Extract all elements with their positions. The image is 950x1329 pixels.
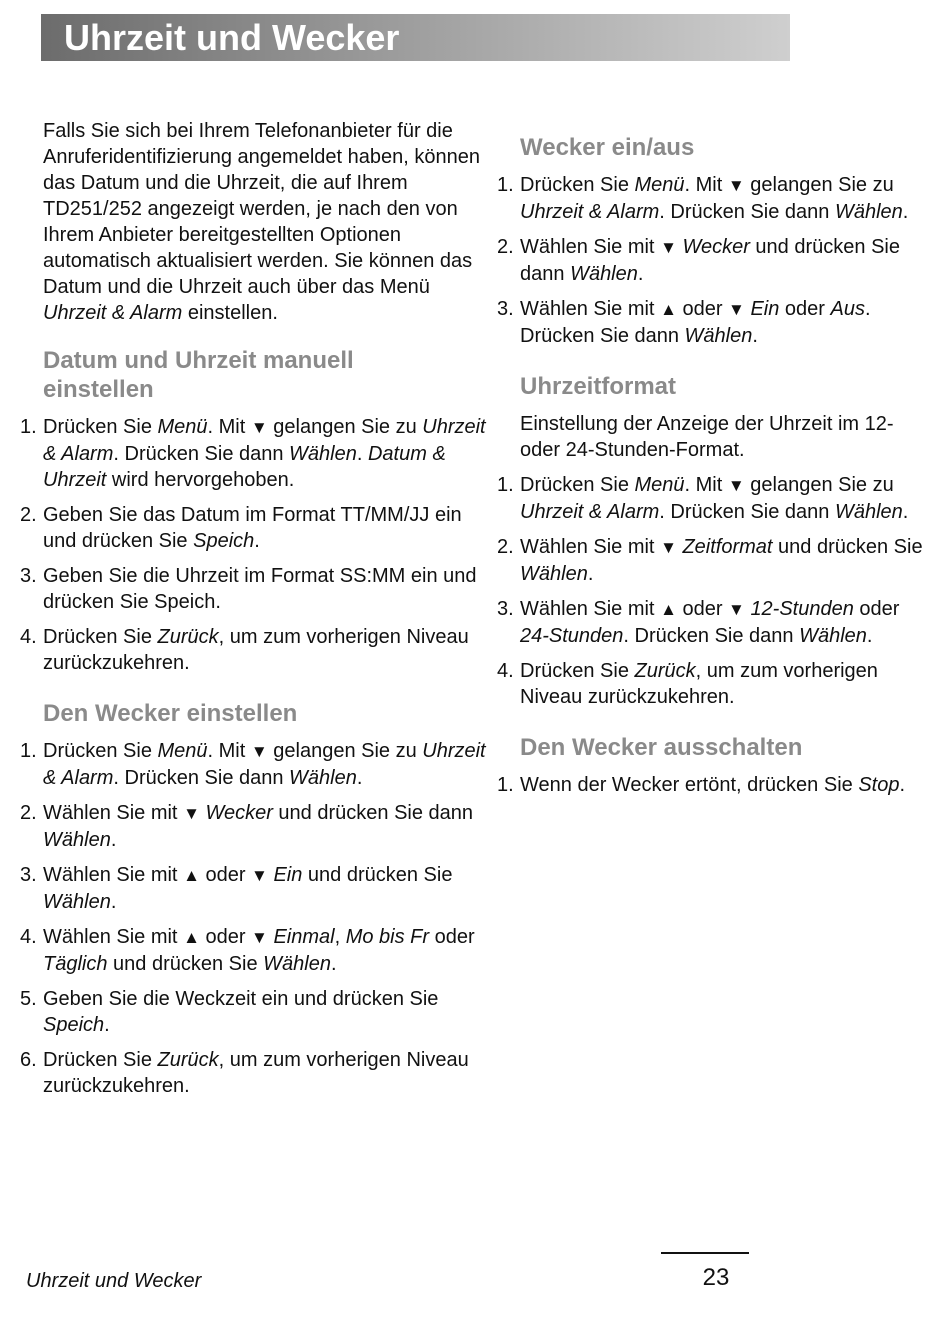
step-item xyxy=(20,800,492,853)
right-column xyxy=(497,133,927,807)
text-run: und drücken Sie xyxy=(107,953,264,975)
arrow-down-icon: ▼ xyxy=(250,418,268,437)
step-number: 1. xyxy=(20,740,37,762)
step-item xyxy=(497,658,927,710)
text-run: . xyxy=(902,501,909,523)
emphasis-text: Wecker xyxy=(682,236,750,258)
emphasis-text: 12-Stunden xyxy=(750,598,854,620)
text-run: . xyxy=(752,325,758,347)
section-title-time-format: Uhrzeitformat xyxy=(520,373,677,400)
emphasis-text: Ein xyxy=(750,298,780,320)
arrow-down-icon: ▼ xyxy=(250,742,268,761)
text-run: . xyxy=(104,1014,110,1036)
text-run: Geben Sie die Uhrzeit im Format SS:MM ein und drücken Sie Speich. xyxy=(43,565,477,613)
text-run: . Mit xyxy=(684,474,728,496)
step-number: 5. xyxy=(20,988,37,1010)
text-run: Wählen Sie mit xyxy=(43,802,184,824)
text-run: oder xyxy=(676,298,729,320)
emphasis-text: Wählen xyxy=(289,443,357,465)
step-item xyxy=(20,986,492,1038)
text-run: gelangen Sie zu xyxy=(267,740,423,762)
step-item xyxy=(20,414,492,493)
step-number: 1. xyxy=(20,416,37,438)
text-run: . Drücken Sie dann xyxy=(659,201,835,223)
step-item xyxy=(20,563,492,615)
arrow-down-icon: ▼ xyxy=(728,300,745,319)
emphasis-text: Speich xyxy=(43,1014,105,1036)
emphasis-text: Uhrzeit & Alarm xyxy=(43,416,486,465)
section-title-alarm-on-off: Wecker ein/aus xyxy=(520,134,695,161)
text-run: . Mit xyxy=(207,740,251,762)
emphasis-text: Wählen xyxy=(263,953,331,975)
text-run: Geben Sie das Datum im Format TT/MM/JJ ein und drücken Sie xyxy=(43,504,462,552)
footer-rule xyxy=(661,1252,749,1254)
emphasis-text: Mo bis Fr xyxy=(345,926,430,948)
emphasis-text: Wecker xyxy=(205,802,273,824)
emphasis-text: Datum & Uhrzeit xyxy=(43,443,446,491)
emphasis-text: Wählen xyxy=(520,563,588,585)
step-number: 2. xyxy=(20,504,37,526)
emphasis-text: Zurück xyxy=(157,626,219,648)
page-title: Uhrzeit und Wecker xyxy=(64,17,400,58)
emphasis-text: Zurück xyxy=(634,660,696,682)
text-run: gelangen Sie zu xyxy=(744,174,894,196)
text-run: Wenn der Wecker ertönt, drücken Sie xyxy=(520,774,859,796)
emphasis-text: Speich xyxy=(193,530,255,552)
emphasis-text: Menü xyxy=(634,474,685,496)
text-run: und drücken Sie xyxy=(302,864,453,886)
section-title-manual-datetime: Datum und Uhrzeit manuell einstellen xyxy=(43,347,354,403)
emphasis-text: Aus xyxy=(830,298,865,320)
emphasis-text: Ein xyxy=(273,864,303,886)
steps-time-format xyxy=(497,472,927,710)
text-run: Wählen Sie mit xyxy=(520,236,661,258)
text-run: Wählen Sie mit xyxy=(520,298,661,320)
text-run: . xyxy=(110,829,117,851)
text-run: Drücken Sie xyxy=(43,416,158,438)
text-run: . Mit xyxy=(684,174,728,196)
steps-alarm-off xyxy=(497,772,927,798)
text-run: . xyxy=(902,201,909,223)
step-number: 1. xyxy=(497,174,514,196)
text-run: Drücken Sie xyxy=(43,740,158,762)
emphasis-text: Wählen xyxy=(43,891,111,913)
emphasis-text: Wählen xyxy=(289,767,357,789)
emphasis-text: Uhrzeit & Alarm xyxy=(520,201,660,223)
emphasis-text: Menü xyxy=(634,174,685,196)
arrow-up-icon: ▲ xyxy=(660,300,677,319)
section-title-alarm-off: Den Wecker ausschalten xyxy=(520,734,803,761)
text-run: . xyxy=(110,891,117,913)
text-run: und drücken Sie dann xyxy=(272,802,474,824)
arrow-down-icon: ▼ xyxy=(183,804,200,823)
steps-manual-datetime xyxy=(20,414,492,676)
text-run: , um zum vorherigen Niveau zurückzukehren. xyxy=(43,626,469,674)
text-run: wird hervorgehoben. xyxy=(106,469,295,491)
text-run: . xyxy=(899,774,906,796)
text-run: , um zum vorherigen Niveau zurückzukehren. xyxy=(43,1049,469,1097)
arrow-up-icon: ▲ xyxy=(183,866,200,885)
step-number: 2. xyxy=(20,802,37,824)
text-run: oder xyxy=(199,926,252,948)
step-item xyxy=(497,472,927,525)
arrow-down-icon: ▼ xyxy=(660,238,677,257)
intro-paragraph xyxy=(43,118,492,326)
step-number: 4. xyxy=(20,926,37,948)
arrow-down-icon: ▼ xyxy=(728,600,745,619)
text-run: . Drücken Sie dann xyxy=(113,767,290,789)
step-number: 2. xyxy=(497,236,514,258)
step-item xyxy=(20,624,492,676)
step-number: 1. xyxy=(497,774,514,796)
text-run: . Drücken Sie dann xyxy=(659,501,835,523)
page-number: 23 xyxy=(702,1264,730,1291)
text-run: . Drücken Sie dann xyxy=(623,625,800,647)
emphasis-text: 24-Stunden xyxy=(520,625,624,647)
steps-set-alarm xyxy=(20,738,492,1099)
arrow-down-icon: ▼ xyxy=(251,866,268,885)
text-run: Wählen Sie mit xyxy=(520,598,661,620)
text-run: gelangen Sie zu xyxy=(744,474,894,496)
text-run: . xyxy=(637,263,644,285)
step-number: 1. xyxy=(497,474,514,496)
step-item xyxy=(497,772,927,798)
text-run: Einstellung der Anzeige der Uhrzeit im 12- oder 24-Stunden-Format. xyxy=(520,413,894,461)
text-run: Falls Sie sich bei Ihrem Telefonanbieter für die Anruferidentifizierung angemeldet haben, können das Datum und die Uhrzeit, die auf Ihrem TD251/252 angezeigt werden, je nach den von Ihrem Anbieter bereitgestellten Optionen automatisch aktualisiert werden. Sie können das Datum und die Uhrzeit auch über das Menü xyxy=(43,120,480,298)
steps-alarm-on-off xyxy=(497,172,927,349)
emphasis-text: Menü xyxy=(157,740,208,762)
text-run: Wählen Sie mit xyxy=(43,864,184,886)
text-run: . Drücken Sie dann xyxy=(520,298,871,347)
arrow-down-icon: ▼ xyxy=(727,176,745,195)
emphasis-text: Wählen xyxy=(570,263,638,285)
step-number: 3. xyxy=(497,298,514,320)
text-run: Drücken Sie xyxy=(520,174,635,196)
text-run: Wählen Sie mit xyxy=(43,926,184,948)
step-item xyxy=(20,1047,492,1099)
emphasis-text: Wählen xyxy=(799,625,867,647)
step-item xyxy=(20,862,492,915)
text-run: Wählen Sie mit xyxy=(520,536,661,558)
text-run: oder xyxy=(676,598,729,620)
step-item xyxy=(497,534,927,587)
time-format-intro xyxy=(520,411,927,463)
text-run: . xyxy=(254,530,260,552)
arrow-down-icon: ▼ xyxy=(727,476,745,495)
emphasis-text: Einmal xyxy=(273,926,335,948)
text-run: oder xyxy=(779,298,831,320)
step-number: 3. xyxy=(20,864,37,886)
arrow-down-icon: ▼ xyxy=(251,928,268,947)
emphasis-text: Wählen xyxy=(834,201,903,223)
step-item xyxy=(497,596,927,649)
emphasis-text: Zeitformat xyxy=(682,536,773,558)
left-column xyxy=(20,118,492,1108)
emphasis-text: Wählen xyxy=(834,501,903,523)
section-title-set-alarm: Den Wecker einstellen xyxy=(43,700,298,727)
text-run: . Mit xyxy=(207,416,251,438)
arrow-up-icon: ▲ xyxy=(660,600,677,619)
step-number: 3. xyxy=(20,565,37,587)
step-number: 4. xyxy=(20,626,37,648)
emphasis-text: Uhrzeit & Alarm xyxy=(520,501,660,523)
step-item xyxy=(20,924,492,977)
step-item xyxy=(497,296,927,349)
arrow-up-icon: ▲ xyxy=(183,928,200,947)
text-run: oder xyxy=(853,598,900,620)
text-run: und drücken Sie xyxy=(772,536,923,558)
text-run: . xyxy=(866,625,873,647)
footer-title: Uhrzeit und Wecker xyxy=(26,1270,202,1292)
step-number: 3. xyxy=(497,598,514,620)
step-number: 2. xyxy=(497,536,514,558)
emphasis-text: Stop xyxy=(858,774,900,796)
text-run: Drücken Sie xyxy=(520,474,635,496)
step-number: 4. xyxy=(497,660,514,682)
text-run: einstellen. xyxy=(182,302,278,324)
emphasis-text: Wählen xyxy=(684,325,753,347)
text-run: . xyxy=(356,443,368,465)
text-run: , um zum vorherigen Niveau zurückzukehren. xyxy=(520,660,878,708)
step-item xyxy=(20,738,492,791)
emphasis-text: Uhrzeit & Alarm xyxy=(43,740,486,789)
text-run: , xyxy=(334,926,346,948)
text-run: Drücken Sie xyxy=(43,626,158,648)
text-run: und drücken Sie dann xyxy=(520,236,900,285)
emphasis-text: Uhrzeit & Alarm xyxy=(43,302,183,324)
text-run: Geben Sie die Weckzeit ein und drücken Sie xyxy=(43,988,439,1010)
step-item xyxy=(20,502,492,554)
text-run: gelangen Sie zu xyxy=(267,416,423,438)
text-run: oder xyxy=(199,864,252,886)
text-run: Drücken Sie xyxy=(520,660,635,682)
step-item xyxy=(497,234,927,287)
text-run: oder xyxy=(429,926,475,948)
header-bar xyxy=(41,14,790,61)
text-run: . xyxy=(330,953,337,975)
text-run: Drücken Sie xyxy=(43,1049,158,1071)
emphasis-text: Zurück xyxy=(157,1049,219,1071)
text-run: . Drücken Sie dann xyxy=(113,443,290,465)
step-item xyxy=(497,172,927,225)
arrow-down-icon: ▼ xyxy=(660,538,677,557)
emphasis-text: Täglich xyxy=(43,953,108,975)
text-run: . xyxy=(587,563,594,585)
step-number: 6. xyxy=(20,1049,37,1071)
emphasis-text: Wählen xyxy=(43,829,111,851)
emphasis-text: Menü xyxy=(157,416,208,438)
text-run: . xyxy=(356,767,363,789)
